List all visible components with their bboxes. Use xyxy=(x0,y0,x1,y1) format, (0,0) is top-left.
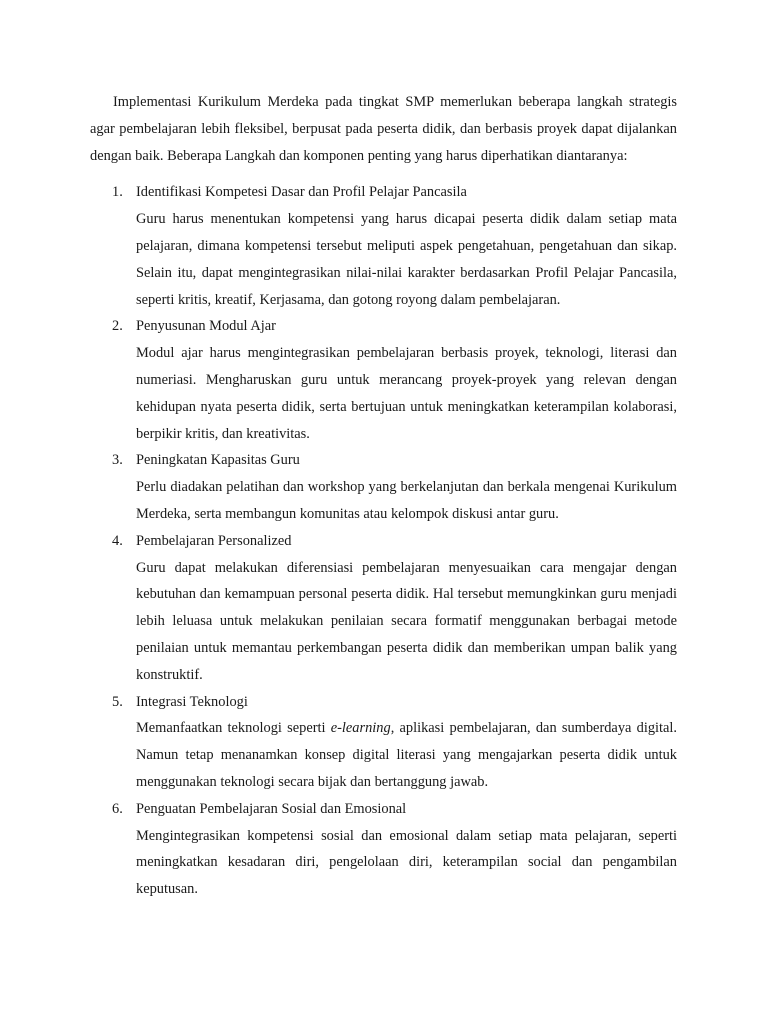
list-item-number: 5. xyxy=(112,693,123,710)
list-item xyxy=(90,528,677,689)
list-item xyxy=(90,447,677,527)
steps-list xyxy=(90,179,677,903)
list-item-body: Guru dapat melakukan diferensiasi pembelajaran menyesuaikan cara mengajar dengan kebutuhan dan kemampuan personal peserta didik. Hal tersebut memungkinkan guru menjadi lebih leluasa untuk melakukan penilaian secara formatif menggunakan berbagai metode penilaian untuk memantau perkembangan peserta didik dan memberikan umpan balik yang konstruktif. xyxy=(136,559,677,683)
list-item-number: 2. xyxy=(112,318,123,335)
list-item xyxy=(90,313,677,447)
intro-paragraph: Implementasi Kurikulum Merdeka pada tingkat SMP memerlukan beberapa langkah strategis agar pembelajaran lebih fleksibel, berpusat pada peserta didik, dan berbasis proyek dapat dijalankan dengan baik. Beberapa Langkah dan komponen penting yang harus diperhatikan diantaranya: xyxy=(90,94,677,164)
body-text-after: , aplikasi pembelajaran, dan sumberdaya digital. Namun tetap menanamkan konsep digital literasi yang mengajarkan peserta didik untuk menggunakan teknologi secara bijak dan bertanggung jawab. xyxy=(136,720,678,790)
list-item-body: Modul ajar harus mengintegrasikan pembelajaran berbasis proyek, teknologi, literasi dan numeriasi. Mengharuskan guru untuk merancang proyek-proyek yang relevan dengan kehidupan nyata peserta didik, serta bertujuan untuk meningkatkan keterampilan kolaborasi, berpikir kritis, dan kreativitas. xyxy=(136,345,677,442)
list-item-number: 6. xyxy=(112,800,123,817)
list-item-number: 4. xyxy=(112,532,123,549)
list-item-body: Perlu diadakan pelatihan dan workshop yang berkelanjutan dan berkala mengenai Kurikulum Merdeka, serta membangun komunitas atau kelompok diskusi antar guru. xyxy=(136,479,677,522)
document-content xyxy=(90,89,677,903)
list-item-title: Peningkatan Kapasitas Guru xyxy=(136,452,300,469)
list-item-title: Integrasi Teknologi xyxy=(136,693,248,710)
list-item-body xyxy=(136,715,677,795)
list-item-number: 3. xyxy=(112,452,123,469)
list-item-title: Penyusunan Modul Ajar xyxy=(136,318,276,335)
list-item xyxy=(90,179,677,313)
list-item-number: 1. xyxy=(112,184,123,201)
list-item xyxy=(90,689,677,796)
list-item-title: Penguatan Pembelajaran Sosial dan Emosional xyxy=(136,800,407,817)
body-text-italic: e-learning xyxy=(330,720,391,737)
list-item-title: Pembelajaran Personalized xyxy=(136,532,292,549)
body-text-before: Memanfaatkan teknologi seperti xyxy=(136,720,331,737)
list-item-body: Mengintegrasikan kompetensi sosial dan emosional dalam setiap mata pelajaran, seperti meningkatkan kesadaran diri, pengelolaan diri, keterampilan social dan pengambilan keputusan. xyxy=(136,827,677,898)
list-item-title: Identifikasi Kompetesi Dasar dan Profil Pelajar Pancasila xyxy=(136,184,467,201)
list-item xyxy=(90,796,677,903)
list-item-body: Guru harus menentukan kompetensi yang harus dicapai peserta didik dalam setiap mata pelajaran, dimana kompetensi tersebut meliputi aspek pengetahuan, pengetahuan dan sikap. Selain itu, dapat mengintegrasikan nilai-nilai karakter berdasarkan Profil Pelajar Pancasila, seperti kritis, kreatif, Kerjasama, dan gotong royong dalam pembelajaran. xyxy=(136,211,677,308)
